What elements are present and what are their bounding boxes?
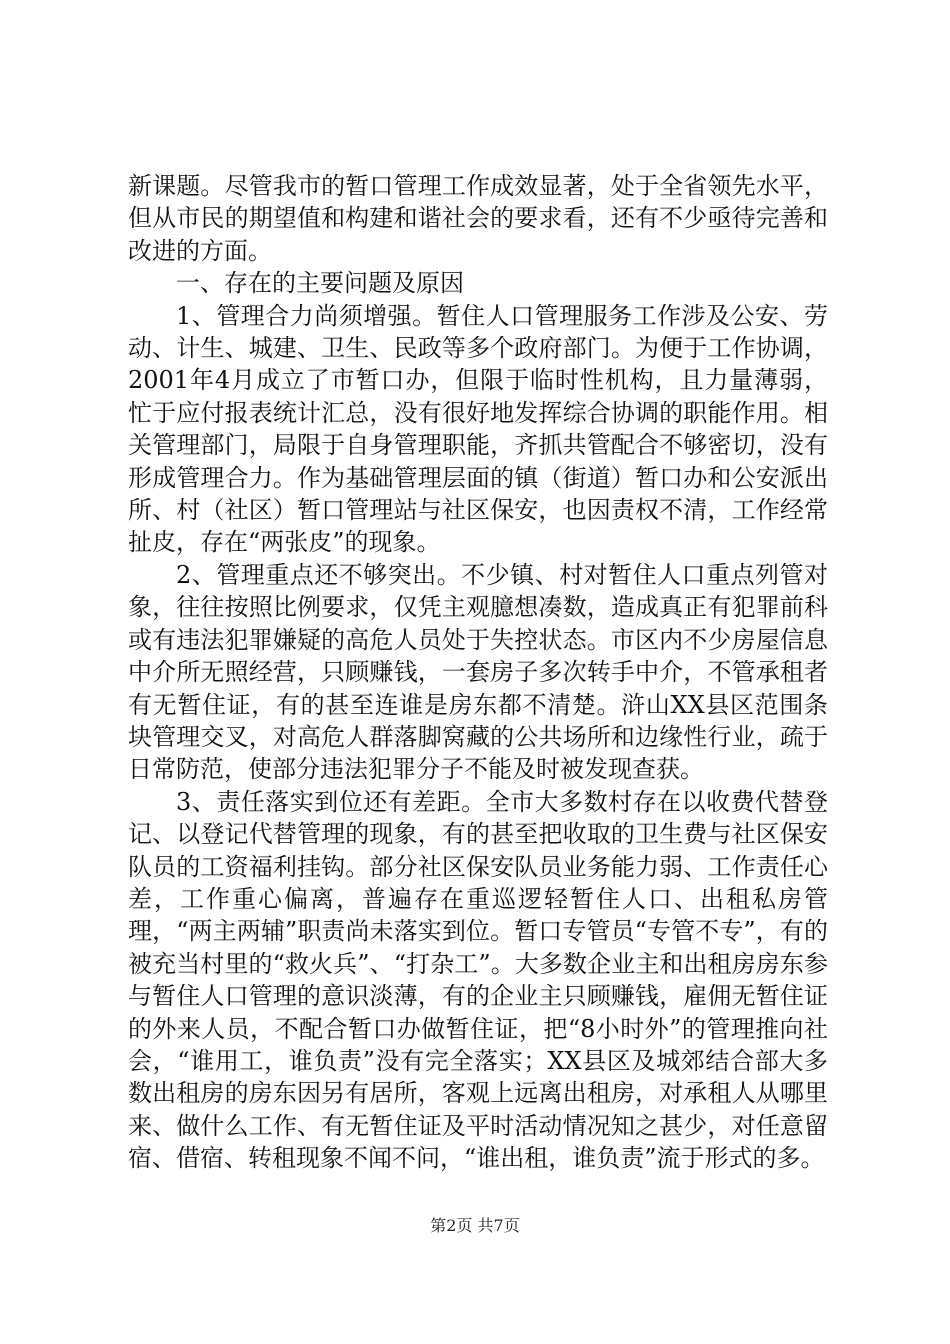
paragraph-point-1: 1、管理合力尚须增强。暂住人口管理服务工作涉及公安、劳动、计生、城建、卫生、民政等多个政府部门。为便于工作协调，2001年4月成立了市暂口办，但限于临时性机构，且力量薄弱，忙于应付报表统计汇总，没有很好地发挥综合协调的职能作用。相关管理部门，局限于自身管理职能，齐抓共管配合不够密切，没有形成管理合力。作为基础管理层面的镇（街道）暂口办和公安派出所、村（社区）暂口管理站与社区保安，也因责权不清，工作经常扯皮，存在“两张皮”的现象。 [128,301,828,557]
paragraph-point-2: 2、管理重点还不够突出。不少镇、村对暂住人口重点列管对象，往往按照比例要求，仅凭主观臆想凑数，造成真正有犯罪前科或有违法犯罪嫌疑的高危人员处于失控状态。市区内不少房屋信息中介所无照经营，只顾赚钱，一套房子多次转手中介，不管承租者有无暂住证，有的甚至连谁是房东都不清楚。浒山XX县区范围条块管理交叉，对高危人群落脚窝藏的公共场所和边缘性行业，疏于日常防范，使部分违法犯罪分子不能及时被发现查获。 [128,560,828,784]
section-heading: 一、存在的主要问题及原因 [176,269,464,298]
paragraph-point-3: 3、责任落实到位还有差距。全市大多数村存在以收费代替登记、以登记代替管理的现象，有的甚至把收取的卫生费与社区保安队员的工资福利挂钩。部分社区保安队员业务能力弱、工作责任心差，工作重心偏离，普遍存在重巡逻轻暂住人口、出租私房管理，“两主两辅”职责尚未落实到位。暂口专管员“专管不专”，有的被充当村里的“救火兵”、“打杂工”。大多数企业主和出租房房东参与暂住人口管理的意识淡薄，有的企业主只顾赚钱，雇佣无暂住证的外来人员，不配合暂口办做暂住证，把“8小时外”的管理推向社会，“谁用工，谁负责”没有完全落实；XX县区及城郊结合部大多数出租房的房东因另有居所，客观上远离出租房，对承租人从哪里来、做什么工作、有无暂住证及平时活动情况知之甚少，对任意留宿、借宿、转租现象不闻不问，“谁出租，谁负责”流于形式的多。 [128,787,828,1173]
page-number-footer: 第2页 共7页 [430,1216,520,1235]
paragraph-continuation: 新课题。尽管我市的暂口管理工作成效显著，处于全省领先水平，但从市民的期望值和构建和谐社会的要求看，还有不少亟待完善和改进的方面。 [128,172,828,265]
document-body [128,170,828,1175]
